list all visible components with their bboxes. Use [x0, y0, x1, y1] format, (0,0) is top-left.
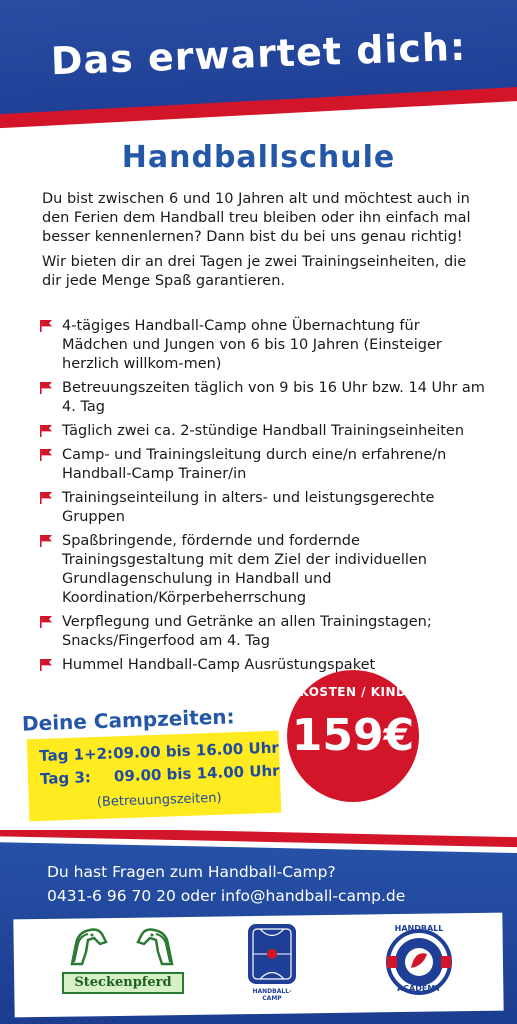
list-item — [40, 489, 490, 527]
list-item — [40, 446, 490, 484]
flag-icon — [40, 616, 52, 628]
footer-contact — [47, 860, 405, 908]
flag-icon — [40, 659, 52, 671]
header-banner — [0, 0, 517, 140]
handball-camp-label: HANDBALL-CAMP — [252, 988, 292, 1002]
intro-text — [42, 190, 482, 297]
list-item — [40, 422, 490, 441]
list-item — [40, 379, 490, 417]
flag-icon — [40, 449, 52, 461]
flag-icon — [40, 535, 52, 547]
feature-list — [40, 317, 490, 680]
campzeiten-title: Deine Campzeiten: — [21, 704, 235, 736]
schedule-row — [39, 739, 279, 765]
academy-top-label: HANDBALL — [394, 924, 444, 933]
intro-paragraph-2: Wir bieten dir an drei Tagen je zwei Trainingseinheiten, die dir jede Menge Spaß garantieren. — [42, 254, 467, 289]
price-value: 159€ — [291, 710, 415, 761]
flag-icon — [40, 320, 52, 332]
footer — [0, 830, 517, 1024]
section-title: Handballschule — [121, 140, 396, 175]
price-badge — [287, 670, 419, 802]
schedule-box — [27, 731, 282, 822]
page-title: Das erwartet dich: — [50, 24, 467, 84]
schedule-day: Tag 3: — [39, 768, 92, 788]
handball-camp-logo — [244, 922, 300, 1002]
schedule-day: Tag 1+2: — [38, 744, 114, 765]
flag-icon — [40, 425, 52, 437]
horse-heads-icon — [52, 922, 192, 972]
feature-text: Hummel Handball-Camp Ausrüstungspaket — [62, 657, 376, 673]
footer-contact-line[interactable]: 0431-6 96 70 20 oder info@handball-camp.de — [47, 887, 406, 905]
intro-paragraph-1: Du bist zwischen 6 und 10 Jahren alt und möchtest auch in den Ferien dem Handball treu bleiben oder ihn einfach mal besser kennenlernen? Dann bist du bei uns genau richtig! — [42, 191, 471, 245]
steckenpferd-label: Steckenpferd — [62, 972, 184, 994]
flag-icon — [40, 382, 52, 394]
steckenpferd-logo — [52, 922, 192, 1002]
footer-question: Du hast Fragen zum Handball-Camp? — [47, 863, 336, 881]
list-item — [40, 532, 490, 608]
schedule-row — [40, 762, 280, 788]
feature-text: Trainingseinteilung in alters- und leistungsgerechte Gruppen — [62, 490, 435, 525]
flag-icon — [40, 492, 52, 504]
feature-text: Täglich zwei ca. 2-stündige Handball Trainingseinheiten — [62, 423, 465, 439]
schedule-time: 09.00 bis 14.00 Uhr — [113, 761, 280, 786]
academy-bottom-label: ACADEMY — [396, 984, 442, 993]
list-item — [40, 317, 490, 374]
list-item — [40, 656, 490, 675]
handball-academy-logo — [385, 920, 453, 1006]
list-item — [40, 613, 490, 651]
feature-text: Spaßbringende, fördernde und fordernde Trainingsgestaltung mit dem Ziel der individuellen Grundlagenschulung in Handball und Koordination/Körperbeherrschung — [62, 533, 427, 606]
feature-text: Verpflegung und Getränke an allen Trainingstagen; Snacks/Fingerfood am 4. Tag — [62, 614, 432, 649]
feature-text: Betreuungszeiten täglich von 9 bis 16 Uhr bzw. 14 Uhr am 4. Tag — [62, 380, 485, 415]
feature-text: Camp- und Trainingsleitung durch eine/n erfahrene/n Handball-Camp Trainer/in — [62, 447, 447, 482]
schedule-note: (Betreuungszeiten) — [96, 790, 222, 811]
feature-text: 4-tägiges Handball-Camp ohne Übernachtung für Mädchen und Jungen von 6 bis 10 Jahren (Einsteiger herzlich willkom-men) — [62, 318, 442, 372]
schedule-time: 09.00 bis 16.00 Uhr — [112, 738, 280, 763]
handball-court-icon — [244, 922, 300, 986]
price-label: KOSTEN / KIND — [299, 685, 407, 699]
